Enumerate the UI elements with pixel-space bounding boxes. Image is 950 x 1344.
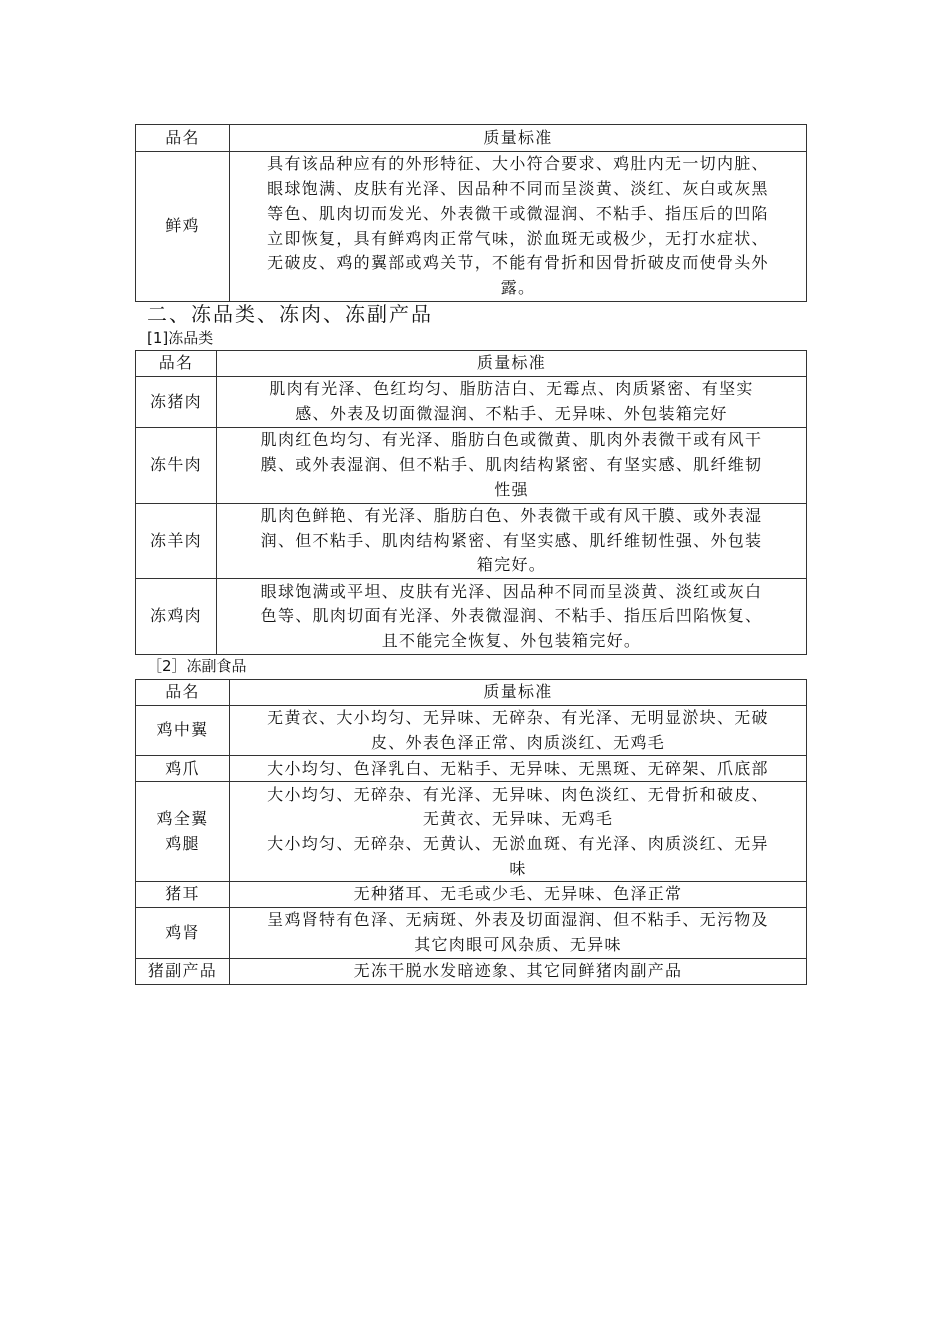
row-standard: [230, 152, 807, 302]
row-name: 鸡爪: [136, 756, 230, 782]
subsection-title-byproducts: ［2］冻副食品: [147, 657, 247, 675]
table-row: [136, 882, 807, 908]
row-name: 鸡肾: [136, 908, 230, 959]
standard-line: 具有该品种应有的外形特征、大小符合要求、鸡肚内无一切内脏、: [267, 154, 769, 174]
fresh-quality-table: [135, 124, 807, 302]
standard-line: 味: [509, 858, 527, 878]
table-header-row: [136, 680, 807, 706]
standard-line: 膜、或外表湿润、但不粘手、肌肉结构紧密、有坚实感、肌纤维韧: [260, 455, 763, 475]
row-standard: [217, 377, 807, 428]
row-name: 冻鸡肉: [136, 579, 217, 655]
row-name: 冻牛肉: [136, 428, 217, 504]
standard-line: 箱完好。: [476, 555, 547, 575]
standard-line: 大小均匀、无碎杂、有光泽、无异味、肉色淡红、无骨折和破皮、: [267, 784, 769, 804]
row-standard: [230, 756, 807, 782]
name-line: 鸡全翼: [156, 809, 209, 829]
table-row: [136, 756, 807, 782]
standard-line: 无种猪耳、无毛或少毛、无异味、色泽正常: [353, 884, 683, 904]
table-row: [136, 782, 807, 882]
standard-line: 大小均匀、无碎杂、无黄认、无淤血斑、有光泽、肉质淡红、无异: [267, 833, 769, 853]
header-standard: 质量标准: [230, 125, 807, 152]
table-row: [136, 908, 807, 959]
table-header-row: [136, 351, 807, 377]
header-standard: 质量标准: [230, 680, 807, 706]
byproducts-quality-table: [135, 679, 807, 985]
section-title: 二、冻品类、冻肉、冻副产品: [147, 302, 433, 326]
standard-line: 肌肉有光泽、色红均匀、脂肪洁白、无霉点、肉质紧密、有坚实: [269, 379, 754, 399]
header-name: 品名: [136, 125, 230, 152]
row-standard: [230, 782, 807, 882]
row-name: 猪副产品: [136, 959, 230, 985]
standard-line: 润、但不粘手、肌肉结构紧密、有坚实感、肌纤维韧性强、外包装: [260, 530, 763, 550]
standard-line: 且不能完全恢复、外包装箱完好。: [381, 630, 642, 650]
row-name: 鲜鸡: [136, 152, 230, 302]
table-row: [136, 377, 807, 428]
row-standard: [217, 504, 807, 579]
standard-line: 露。: [500, 277, 536, 297]
header-standard: 质量标准: [217, 351, 807, 377]
standard-line: 立即恢复，具有鲜鸡肉正常气味，淤血斑无或极少，无打水症状、: [267, 228, 769, 248]
subsection-title-frozen: [1]冻品类: [147, 329, 214, 347]
standard-line: 眼球饱满、皮肤有光泽、因品种不同而呈淡黄、淡红、灰白或灰黑: [267, 179, 769, 199]
row-standard: [217, 428, 807, 504]
row-name: 冻羊肉: [136, 504, 217, 579]
table-row: [136, 504, 807, 579]
standard-line: 性强: [494, 479, 529, 499]
standard-line: 眼球饱满或平坦、皮肤有光泽、因品种不同而呈淡黄、淡红或灰白: [260, 581, 763, 601]
standard-line: 肌肉色鲜艳、有光泽、脂肪白色、外表微干或有风干膜、或外表湿: [260, 506, 763, 525]
table-row: [136, 152, 807, 302]
frozen-quality-table: [135, 350, 807, 655]
header-name: 品名: [136, 680, 230, 706]
table-header-row: [136, 125, 807, 152]
standard-line: 色等、肌肉切面有光泽、外表微湿润、不粘手、指压后凹陷恢复、: [260, 606, 763, 626]
row-standard: [230, 882, 807, 908]
standard-line: 肌肉红色均匀、有光泽、脂肪白色或微黄、肌肉外表微干或有风干: [260, 430, 763, 450]
standard-line: 感、外表及切面微湿润、不粘手、无异味、外包装箱完好: [295, 404, 728, 423]
standard-line: 皮、外表色泽正常、肉质淡红、无鸡毛: [370, 732, 666, 752]
table-row: [136, 428, 807, 504]
standard-line: 大小均匀、色泽乳白、无粘手、无异味、无黑斑、无碎架、爪底部: [267, 758, 769, 778]
standard-line: 无黄衣、大小均匀、无异味、无碎杂、有光泽、无明显淤块、无破: [267, 708, 769, 727]
table-row: [136, 579, 807, 655]
standard-line: 无黄衣、无异味、无鸡毛: [422, 809, 614, 829]
standard-line: 等色、肌肉切而发光、外表微干或微湿润、不粘手、指压后的凹陷: [267, 203, 769, 223]
standard-line: 其它肉眼可风杂质、无异味: [414, 935, 622, 955]
row-name: 猪耳: [136, 882, 230, 908]
row-standard: [230, 959, 807, 985]
row-name: 鸡中翼: [136, 706, 230, 756]
row-standard: [217, 579, 807, 655]
table-row: [136, 706, 807, 756]
name-line: 鸡腿: [165, 833, 200, 853]
row-name: 冻猪肉: [136, 377, 217, 428]
standard-line: 无破皮、鸡的翼部或鸡关节，不能有骨折和因骨折破皮而使骨头外: [267, 253, 769, 273]
standard-line: 呈鸡肾特有色泽、无病斑、外表及切面湿润、但不粘手、无污物及: [267, 910, 769, 930]
header-name: 品名: [136, 351, 217, 377]
standard-line: 无冻干脱水发暗迹象、其它同鲜猪肉副产品: [353, 961, 683, 981]
table-row: [136, 959, 807, 985]
row-name: [136, 782, 230, 882]
row-standard: [230, 908, 807, 959]
row-standard: [230, 706, 807, 756]
